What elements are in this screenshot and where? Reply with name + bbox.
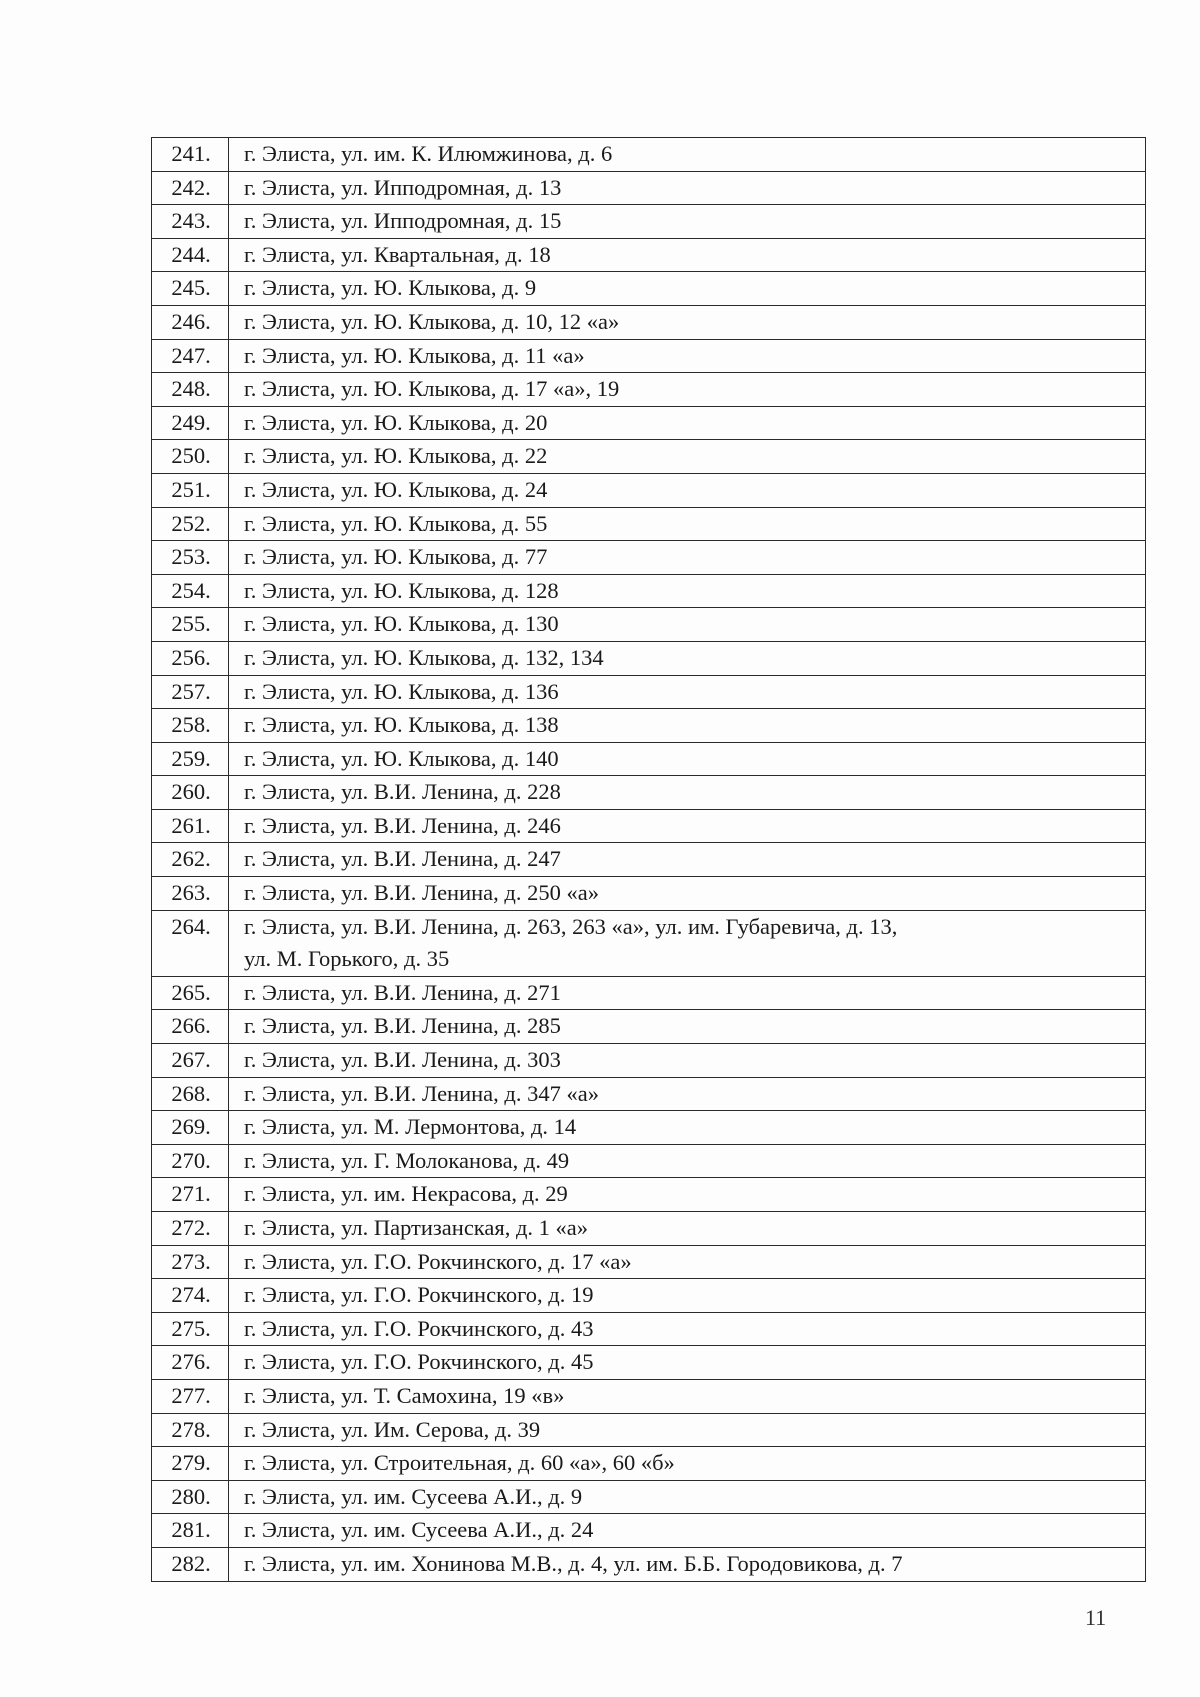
table-row — [152, 1379, 1146, 1413]
table-row — [152, 238, 1146, 272]
row-number: 245. — [152, 272, 229, 306]
row-address — [229, 1111, 1146, 1145]
row-address — [229, 507, 1146, 541]
row-address — [229, 742, 1146, 776]
address-text: г. Элиста, ул. Ю. Клыкова, д. 24 — [244, 476, 548, 502]
row-address — [229, 1245, 1146, 1279]
table-row — [152, 406, 1146, 440]
address-text: г. Элиста, ул. Ю. Клыкова, д. 140 — [244, 745, 559, 771]
address-text: г. Элиста, ул. В.И. Ленина, д. 247 — [244, 846, 561, 872]
row-number: 264. — [152, 910, 229, 976]
address-text: г. Элиста, ул. В.И. Ленина, д. 263, 263 «а», ул. им. Губаревича, д. 13, — [244, 913, 898, 939]
row-address — [229, 877, 1146, 911]
address-text: г. Элиста, ул. Строительная, д. 60 «а», 60 «б» — [244, 1450, 675, 1476]
row-number: 258. — [152, 709, 229, 743]
table-row — [152, 877, 1146, 911]
row-address — [229, 1010, 1146, 1044]
table-row — [152, 541, 1146, 575]
table-row — [152, 809, 1146, 843]
table-row — [152, 1279, 1146, 1313]
row-address — [229, 541, 1146, 575]
address-text: г. Элиста, ул. Ипподромная, д. 13 — [244, 174, 562, 200]
address-text: г. Элиста, ул. Им. Серова, д. 39 — [244, 1416, 541, 1442]
address-text: г. Элиста, ул. В.И. Ленина, д. 303 — [244, 1047, 561, 1073]
address-text: г. Элиста, ул. им. Хонинова М.В., д. 4, ул. им. Б.Б. Городовикова, д. 7 — [244, 1550, 903, 1576]
address-text: г. Элиста, ул. В.И. Ленина, д. 228 — [244, 779, 561, 805]
table-row — [152, 1312, 1146, 1346]
table-row — [152, 205, 1146, 239]
address-text: г. Элиста, ул. Ю. Клыкова, д. 22 — [244, 443, 548, 469]
address-text: г. Элиста, ул. Ю. Клыкова, д. 138 — [244, 712, 559, 738]
row-address — [229, 574, 1146, 608]
row-address — [229, 1279, 1146, 1313]
address-text: г. Элиста, ул. Ю. Клыкова, д. 20 — [244, 409, 548, 435]
table-row — [152, 910, 1146, 976]
row-number: 261. — [152, 809, 229, 843]
address-text: г. Элиста, ул. Ю. Клыкова, д. 130 — [244, 611, 559, 637]
row-address — [229, 1379, 1146, 1413]
table-row — [152, 675, 1146, 709]
address-text: г. Элиста, ул. Ю. Клыкова, д. 136 — [244, 678, 559, 704]
row-number: 277. — [152, 1379, 229, 1413]
address-text: г. Элиста, ул. Г.О. Рокчинского, д. 17 «а» — [244, 1248, 632, 1274]
row-number: 243. — [152, 205, 229, 239]
row-number: 265. — [152, 976, 229, 1010]
page-number: 11 — [1085, 1605, 1107, 1630]
row-number: 272. — [152, 1212, 229, 1246]
row-number: 257. — [152, 675, 229, 709]
row-address — [229, 339, 1146, 373]
row-number: 268. — [152, 1077, 229, 1111]
address-text: г. Элиста, ул. Г.О. Рокчинского, д. 19 — [244, 1282, 594, 1308]
table-row — [152, 1010, 1146, 1044]
address-text: г. Элиста, ул. Г.О. Рокчинского, д. 43 — [244, 1315, 594, 1341]
row-address — [229, 641, 1146, 675]
table-row — [152, 1144, 1146, 1178]
address-table-body — [152, 138, 1146, 1582]
table-row — [152, 1447, 1146, 1481]
address-text: г. Элиста, ул. им. Сусеева А.И., д. 24 — [244, 1517, 594, 1543]
row-address — [229, 910, 1146, 976]
table-row — [152, 1346, 1146, 1380]
table-row — [152, 507, 1146, 541]
row-number: 249. — [152, 406, 229, 440]
row-number: 260. — [152, 776, 229, 810]
address-text: г. Элиста, ул. В.И. Ленина, д. 246 — [244, 812, 561, 838]
row-number: 246. — [152, 305, 229, 339]
address-text: г. Элиста, ул. Ю. Клыкова, д. 17 «а», 19 — [244, 376, 620, 402]
table-row — [152, 373, 1146, 407]
row-number: 282. — [152, 1547, 229, 1581]
address-text: г. Элиста, ул. Ю. Клыкова, д. 10, 12 «а» — [244, 308, 620, 334]
row-number: 241. — [152, 138, 229, 172]
table-row — [152, 641, 1146, 675]
row-number: 254. — [152, 574, 229, 608]
row-number: 250. — [152, 440, 229, 474]
address-text: г. Элиста, ул. им. К. Илюмжинова, д. 6 — [244, 141, 613, 166]
address-text-continuation: ул. М. Горького, д. 35 — [244, 946, 450, 972]
table-row — [152, 709, 1146, 743]
table-row — [152, 1245, 1146, 1279]
row-number: 274. — [152, 1279, 229, 1313]
address-text: г. Элиста, ул. Ю. Клыкова, д. 128 — [244, 577, 559, 603]
row-number: 278. — [152, 1413, 229, 1447]
row-address — [229, 1044, 1146, 1078]
address-text: г. Элиста, ул. Ю. Клыкова, д. 55 — [244, 510, 548, 536]
row-address — [229, 238, 1146, 272]
table-row — [152, 1514, 1146, 1548]
row-number: 267. — [152, 1044, 229, 1078]
row-address — [229, 1447, 1146, 1481]
row-number: 252. — [152, 507, 229, 541]
row-address — [229, 1514, 1146, 1548]
address-text: г. Элиста, ул. им. Некрасова, д. 29 — [244, 1181, 568, 1207]
row-number: 270. — [152, 1144, 229, 1178]
table-row — [152, 339, 1146, 373]
table-row — [152, 272, 1146, 306]
table-row — [152, 776, 1146, 810]
address-text: г. Элиста, ул. Квартальная, д. 18 — [244, 241, 551, 267]
row-number: 271. — [152, 1178, 229, 1212]
row-address — [229, 1178, 1146, 1212]
row-number: 247. — [152, 339, 229, 373]
row-number: 244. — [152, 238, 229, 272]
address-text: г. Элиста, ул. Ю. Клыкова, д. 11 «а» — [244, 342, 585, 368]
row-number: 281. — [152, 1514, 229, 1548]
address-text: г. Элиста, ул. Ю. Клыкова, д. 9 — [244, 275, 537, 301]
row-address — [229, 843, 1146, 877]
row-address — [229, 1413, 1146, 1447]
table-row — [152, 1212, 1146, 1246]
table-row — [152, 1413, 1146, 1447]
table-row — [152, 1480, 1146, 1514]
row-number: 255. — [152, 608, 229, 642]
row-number: 275. — [152, 1312, 229, 1346]
table-row — [152, 440, 1146, 474]
table-row — [152, 138, 1146, 172]
table-row — [152, 1044, 1146, 1078]
row-number: 266. — [152, 1010, 229, 1044]
table-row — [152, 1077, 1146, 1111]
address-text: г. Элиста, ул. Ю. Клыкова, д. 77 — [244, 544, 548, 570]
row-address — [229, 776, 1146, 810]
row-number: 269. — [152, 1111, 229, 1145]
address-text: г. Элиста, ул. Г.О. Рокчинского, д. 45 — [244, 1349, 594, 1375]
table-row — [152, 574, 1146, 608]
row-number: 251. — [152, 473, 229, 507]
table-row — [152, 1547, 1146, 1581]
row-address — [229, 205, 1146, 239]
row-address — [229, 305, 1146, 339]
row-address — [229, 1346, 1146, 1380]
row-address — [229, 976, 1146, 1010]
table-row — [152, 976, 1146, 1010]
address-text: г. Элиста, ул. Г. Молоканова, д. 49 — [244, 1147, 570, 1173]
row-address — [229, 272, 1146, 306]
row-number: 262. — [152, 843, 229, 877]
row-address — [229, 1480, 1146, 1514]
table-row — [152, 843, 1146, 877]
row-number: 263. — [152, 877, 229, 911]
table-row — [152, 1178, 1146, 1212]
row-address — [229, 709, 1146, 743]
address-text: г. Элиста, ул. Ю. Клыкова, д. 132, 134 — [244, 644, 604, 670]
row-number: 256. — [152, 641, 229, 675]
row-address — [229, 440, 1146, 474]
row-number: 279. — [152, 1447, 229, 1481]
row-address — [229, 138, 1146, 172]
address-text: г. Элиста, ул. В.И. Ленина, д. 285 — [244, 1013, 561, 1039]
row-address — [229, 171, 1146, 205]
address-text: г. Элиста, ул. Т. Самохина, 19 «в» — [244, 1382, 565, 1408]
row-address — [229, 1144, 1146, 1178]
row-address — [229, 1077, 1146, 1111]
row-address — [229, 1212, 1146, 1246]
table-row — [152, 742, 1146, 776]
table-row — [152, 473, 1146, 507]
row-number: 259. — [152, 742, 229, 776]
address-text: г. Элиста, ул. В.И. Ленина, д. 250 «а» — [244, 880, 599, 906]
address-text: г. Элиста, ул. им. Сусеева А.И., д. 9 — [244, 1483, 583, 1509]
table-row — [152, 608, 1146, 642]
address-text: г. Элиста, ул. Ипподромная, д. 15 — [244, 208, 562, 234]
address-text: г. Элиста, ул. В.И. Ленина, д. 271 — [244, 979, 561, 1005]
row-number: 248. — [152, 373, 229, 407]
address-text: г. Элиста, ул. М. Лермонтова, д. 14 — [244, 1114, 577, 1140]
address-text: г. Элиста, ул. Партизанская, д. 1 «а» — [244, 1215, 589, 1240]
row-number: 253. — [152, 541, 229, 575]
address-table — [151, 137, 1146, 1582]
table-row — [152, 305, 1146, 339]
row-number: 273. — [152, 1245, 229, 1279]
row-address — [229, 406, 1146, 440]
row-number: 242. — [152, 171, 229, 205]
row-address — [229, 809, 1146, 843]
row-address — [229, 373, 1146, 407]
row-address — [229, 1312, 1146, 1346]
row-address — [229, 608, 1146, 642]
address-text: г. Элиста, ул. В.И. Ленина, д. 347 «а» — [244, 1080, 599, 1106]
row-number: 280. — [152, 1480, 229, 1514]
row-number: 276. — [152, 1346, 229, 1380]
row-address — [229, 473, 1146, 507]
table-row — [152, 171, 1146, 205]
table-row — [152, 1111, 1146, 1145]
row-address — [229, 675, 1146, 709]
row-address — [229, 1547, 1146, 1581]
